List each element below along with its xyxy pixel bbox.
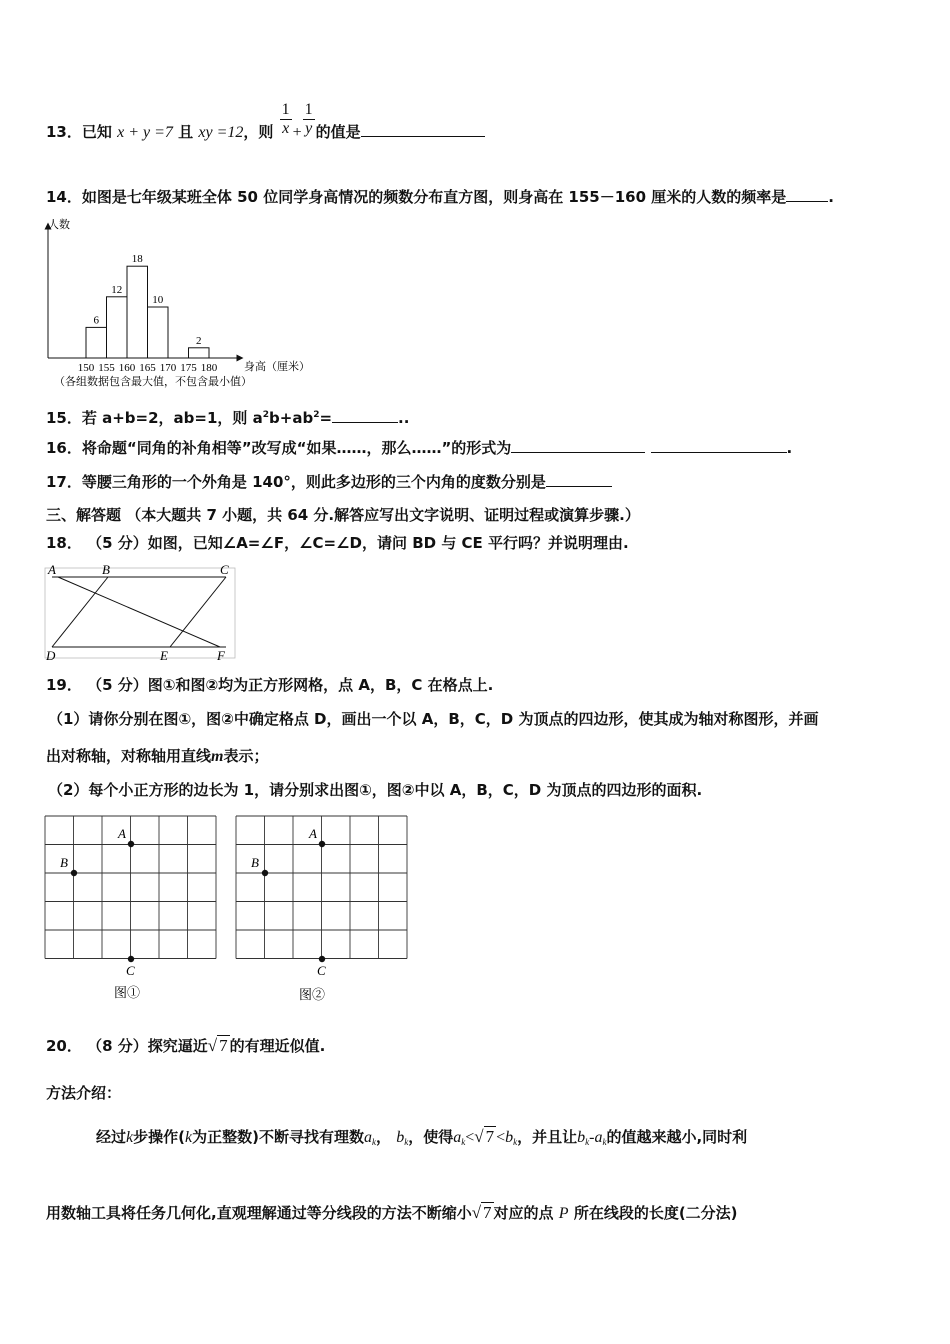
q14-end: .: [828, 188, 834, 206]
q16-end: .: [786, 439, 793, 457]
q15-end: ..: [398, 409, 410, 427]
sqrt-7-line2: √ 7: [471, 1203, 492, 1222]
q18-figure-frame: [45, 568, 235, 658]
histogram-tick-175: 175: [180, 362, 197, 374]
histogram-tick-155: 155: [98, 362, 115, 374]
histogram-note: （各组数据包含最大值，不包含最小值）: [54, 376, 252, 388]
q17-text: 17．等腰三角形的一个外角是 140°，则此多边形的三个内角的度数分别是: [46, 473, 546, 491]
label-a: A: [48, 562, 56, 577]
q13-expr1: x + y =7: [117, 124, 173, 141]
q13-fraction-1: $\frac{1}{x}$: [281, 101, 290, 137]
label-b-fig2: B: [251, 855, 259, 870]
q16-answer-blank-2[interactable]: [651, 438, 787, 453]
caption-fig2: 图②: [299, 987, 326, 1002]
grid-1-lines: [45, 816, 216, 959]
histogram-value-label-160-165: 18: [131, 253, 143, 266]
q13-plus: +: [292, 124, 302, 141]
q19-m-symbol: m: [211, 748, 224, 765]
grid-figure-1: [44, 815, 220, 1005]
question-18: 18． （5 分）如图，已知∠A=∠F，∠C=∠D，请问 BD 与 CE 平行吗？并说明理由.: [46, 534, 629, 552]
q13-fraction-2: $\frac{1}{y}$: [304, 101, 313, 137]
label-b-fig1: B: [60, 855, 68, 870]
sqrt-7-ineq: √ 7: [474, 1127, 495, 1146]
q15-answer-blank[interactable]: [332, 408, 398, 423]
method-title: 方法介绍：: [46, 1084, 122, 1102]
section-3-heading: 三、解答题 （本大题共 7 小题，共 64 分.解答应写出文字说明、证明过程或演算步骤.）: [46, 506, 640, 524]
q15-eq: =: [319, 409, 333, 427]
label-a-fig1: A: [118, 826, 126, 841]
histogram-bar-155-160: [107, 297, 128, 358]
question-13: [46, 101, 485, 143]
q13-and: 且: [178, 123, 194, 141]
a-symbol: a: [363, 1129, 372, 1146]
question-19: 19． （5 分）图①和图②均为正方形网格，点 A，B，C 在格点上.: [46, 676, 494, 694]
q13-then: ，则: [243, 123, 274, 141]
histogram-value-label-165-170: 10: [152, 294, 164, 306]
q19-part-2: （2）每个小正方形的边长为 1，请分别求出图①，图②中以 A，B，C，D 为顶点的四边形的面积.: [48, 781, 703, 799]
q13-number: 13．已知: [46, 123, 112, 141]
sqrt-7: √ 7: [207, 1036, 228, 1055]
question-15: [46, 405, 409, 428]
q15-sup2: 2: [313, 410, 320, 420]
question-20: 20． （8 分）探究逼近√ 7 的有理近似值.: [46, 1036, 326, 1055]
segment-bd: [52, 577, 108, 647]
label-d: D: [46, 648, 56, 663]
histogram-bar-165-170: [148, 307, 169, 358]
histogram-tick-180: 180: [200, 362, 218, 374]
q15-mid: b+ab: [269, 409, 314, 427]
q17-answer-blank[interactable]: [546, 472, 612, 487]
histogram-value-label-150-155: 6: [93, 314, 99, 327]
method-line-2: 用数轴工具将任务几何化,直观理解通过等分线段的方法不断缩小√ 7 对应的点 P 所在线段的长度(二分法): [46, 1203, 738, 1222]
q19-part-1b: 出对称轴，对称轴用直线m表示；: [46, 747, 269, 765]
q13-expr2: xy =12: [198, 124, 244, 141]
label-a-fig2: A: [309, 826, 317, 841]
point-b-fig1: [71, 870, 77, 876]
question-14: [46, 187, 834, 207]
q16-text: 16．将命题“同角的补角相等”改写成“如果……，那么……”的形式为: [46, 439, 512, 457]
segment-ce: [170, 577, 226, 647]
label-b: B: [102, 562, 110, 577]
histogram-bar-150-155: [86, 327, 107, 358]
histogram-tick-160: 160: [118, 362, 136, 374]
q19-part-1a: （1）请你分别在图①，图②中确定格点 D，画出一个以 A，B，C，D 为顶点的四边形，使其成为轴对称图形，并画: [48, 710, 819, 728]
question-17: [46, 472, 612, 492]
histogram-y-label: 人数: [48, 219, 70, 231]
label-c-fig1: C: [126, 963, 135, 978]
height-histogram: [40, 212, 320, 392]
question-16: [46, 438, 792, 458]
b-symbol: b: [396, 1129, 405, 1146]
histogram-x-label: 身高（厘米）: [244, 361, 310, 373]
histogram-value-label-175-180: 2: [196, 334, 202, 347]
label-c: C: [220, 562, 229, 577]
label-f: F: [217, 648, 225, 663]
caption-fig1: 图①: [114, 985, 141, 1000]
q18-figure: [44, 560, 240, 664]
histogram-tick-165: 165: [139, 362, 156, 374]
k-symbol-2: k: [184, 1129, 193, 1146]
q15-text: 15．若 a+b=2，ab=1，则 a: [46, 409, 263, 427]
histogram-bar-175-180: [189, 348, 210, 358]
histogram-tick-150: 150: [77, 362, 95, 374]
q14-text: 14．如图是七年级某班全体 50 位同学身高情况的频数分布直方图，则身高在 155－160 厘米的人数的频率是: [46, 188, 787, 206]
q15-sup1: 2: [262, 410, 270, 420]
q16-answer-blank-1[interactable]: [511, 438, 645, 453]
grid-figure-2: [235, 815, 411, 1005]
p-symbol: P: [558, 1205, 569, 1222]
label-e: E: [160, 648, 168, 663]
point-c-fig1: [128, 956, 134, 962]
point-a-fig1: [128, 841, 134, 847]
point-b-fig2: [262, 870, 268, 876]
grid-2-lines: [236, 816, 407, 959]
method-line-1: 经过k步操作(k为正整数)不断寻找有理数$a_k$， $b_k$，使得$a_k<√$ $7 <b_k$，并且让$b_k-a_k$的值越来越小,同时利: [96, 1127, 748, 1147]
point-c-fig2: [319, 956, 325, 962]
q13-tail: 的值是: [315, 123, 361, 141]
q13-answer-blank[interactable]: [361, 122, 485, 137]
label-c-fig2: C: [317, 963, 326, 978]
histogram-tick-170: 170: [159, 362, 177, 374]
histogram-bar-160-165: [127, 266, 148, 358]
histogram-value-label-155-160: 12: [111, 283, 123, 296]
k-symbol: k: [126, 1129, 134, 1146]
q14-answer-blank[interactable]: [786, 187, 828, 202]
segment-af: [58, 577, 220, 647]
point-a-fig2: [319, 841, 325, 847]
